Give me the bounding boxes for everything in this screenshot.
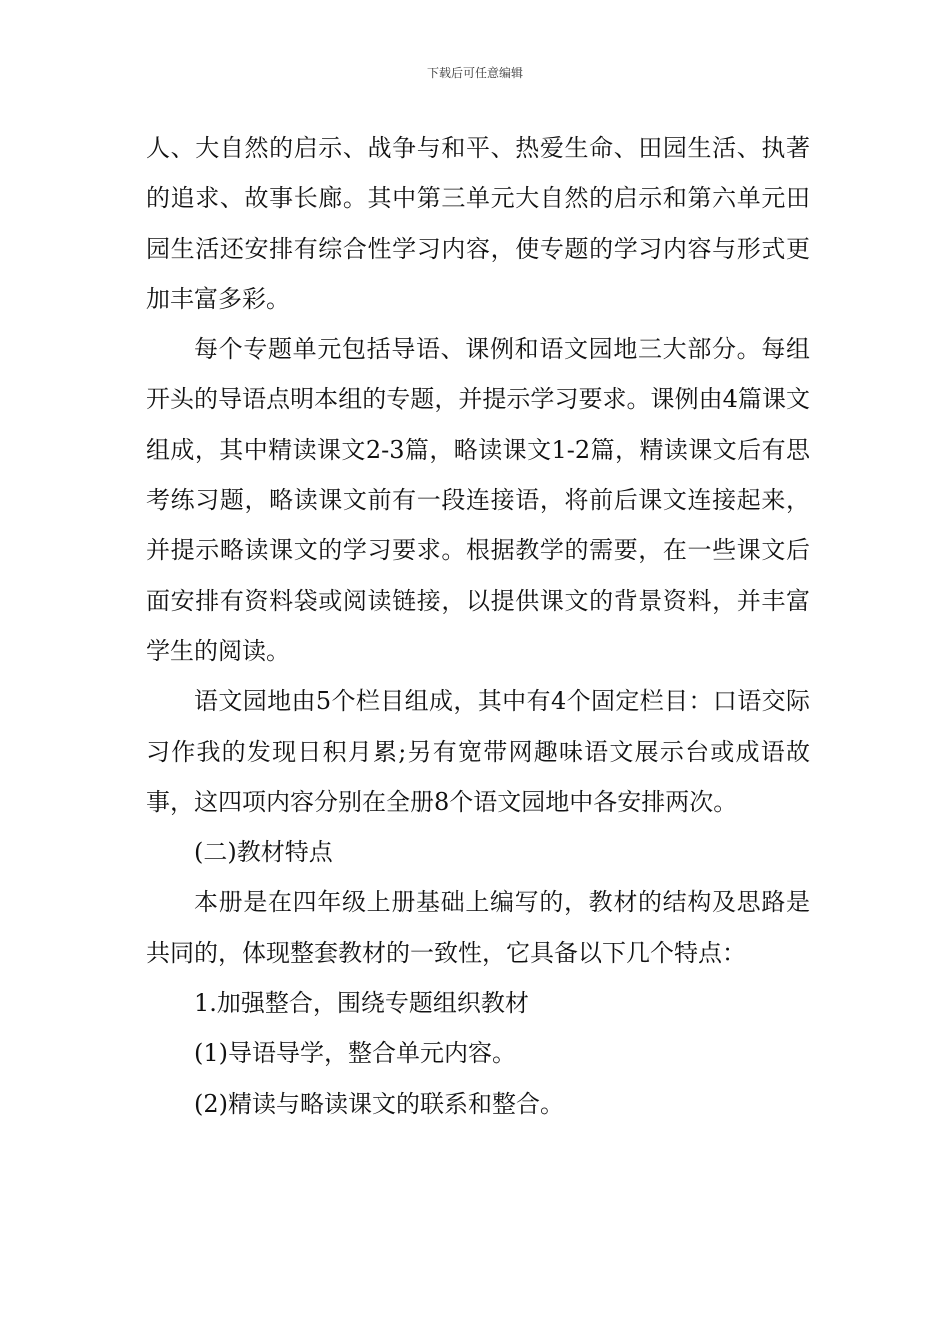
- paragraph-unit-structure: 每个专题单元包括导语、课例和语文园地三大部分。每组开头的导语点明本组的专题，并提示学习要求。课例由4篇课文组成，其中精读课文2-3篇，略读课文1-2篇，精读课文后有思考练习题，略读课文前有一段连接语，将前后课文连接起来，并提示略读课文的学习要求。根据教学的需要，在一些课文后面安排有资料袋或阅读链接，以提供课文的背景资料，并丰富学生的阅读。: [146, 335, 810, 665]
- list-item-guide-language: (1)导语导学，整合单元内容。: [194, 1039, 516, 1068]
- section-heading-features: (二)教材特点: [194, 838, 333, 867]
- paragraph-features-intro: 本册是在四年级上册基础上编写的，教材的结构及思路是共同的，体现整套教材的一致性，它具备以下几个特点：: [146, 888, 810, 967]
- list-item-integration: 1.加强整合，围绕专题组织教材: [194, 989, 529, 1018]
- document-body: [146, 123, 810, 1129]
- page-header: 下载后可任意编辑: [426, 66, 523, 80]
- list-item-reading-integration: (2)精读与略读课文的联系和整合。: [194, 1089, 564, 1118]
- paragraph-chinese-garden: 语文园地由5个栏目组成，其中有4个固定栏目：口语交际习作我的发现日积月累;另有宽带网趣味语文展示台或成语故事，这四项内容分别在全册8个语文园地中各安排两次。: [146, 687, 810, 816]
- paragraph-unit-topics: 人、大自然的启示、战争与和平、热爱生命、田园生活、执著的追求、故事长廊。其中第三单元大自然的启示和第六单元田园生活还安排有综合性学习内容，使专题的学习内容与形式更加丰富多彩。: [146, 134, 810, 313]
